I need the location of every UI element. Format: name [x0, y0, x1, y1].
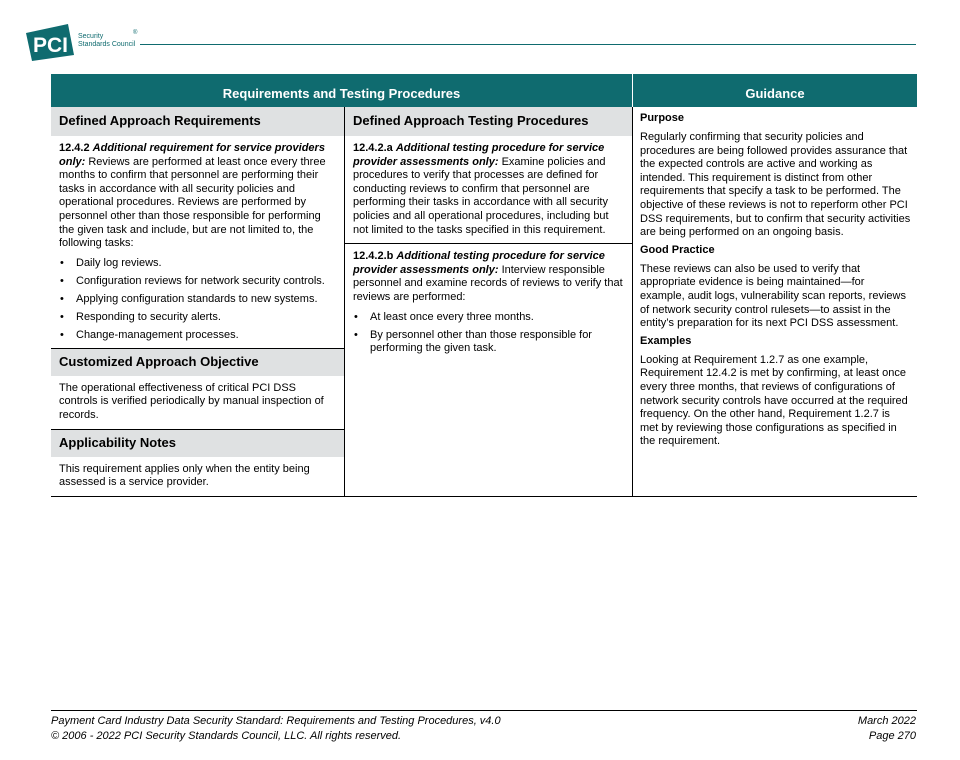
- requirements-table: [51, 74, 917, 497]
- procedure-list: [353, 311, 624, 355]
- logo-sub2: Standards Council: [78, 41, 136, 48]
- footer-page-number: Page 270: [868, 730, 916, 742]
- requirement-12-4-2: [51, 136, 344, 348]
- requirement-number: 12.4.2: [59, 142, 90, 154]
- header-requirements: Requirements and Testing Procedures: [51, 74, 633, 107]
- procedure-text: Examine policies and procedures to verify that processes are defined for conducting reviews to confirm that personnel are performing their tasks in accordance with all security policies and all operational procedures, including but not limited to the tasks specified in this requirement.: [353, 155, 609, 236]
- applicability-notes-heading: Applicability Notes: [51, 430, 344, 457]
- logo-sub1: Security: [78, 33, 104, 40]
- list-item: • Configuration reviews for network security controls.: [59, 275, 336, 288]
- procedure-text: Interview responsible personnel and examine records of reviews to verify that reviews are performed:: [353, 263, 623, 303]
- procedure-lead: Additional testing procedure for service provider assessments only:: [353, 250, 605, 276]
- list-item: • Daily log reviews.: [59, 257, 336, 270]
- column-requirements: [51, 107, 345, 496]
- list-item: • Change-management processes.: [59, 329, 336, 342]
- applicability-notes-text: This requirement applies only when the entity being assessed is a service provider.: [59, 462, 310, 489]
- table-body: [51, 107, 917, 496]
- list-item: • At least once every three months.: [353, 311, 624, 324]
- footer-copyright: © 2006 - 2022 PCI Security Standards Council, LLC. All rights reserved.: [51, 730, 402, 742]
- table-header: [51, 74, 917, 107]
- footer-date: March 2022: [857, 715, 916, 727]
- purpose-text: Regularly confirming that security policies and procedures are being followed provides assurance that the expected controls are active and working as intended. This requirement is distinct from other requirements that specify a task to be performed. The objective of these reviews is not to reperform other PCI DSS requirements, but to confirm that security activities are being performed on an ongoing basis.: [640, 131, 911, 239]
- column-testing-procedures: [345, 107, 633, 496]
- defined-approach-testing-heading: Defined Approach Testing Procedures: [345, 107, 632, 136]
- customized-approach-heading: Customized Approach Objective: [51, 349, 344, 376]
- testing-procedure-12-4-2-b: [345, 244, 632, 365]
- procedure-number: 12.4.2.b: [353, 250, 394, 263]
- examples-text: Looking at Requirement 1.2.7 as one example, Requirement 12.4.2 is met by confirming, at least once every three months, that reviews of configurations of network security controls have occurred at the required frequency. On the other hand, Requirement 1.2.7 is met by reviewing those configurations as specified in the requirement.: [640, 353, 908, 448]
- examples-heading: Examples: [640, 334, 692, 347]
- requirement-text: Reviews are performed at least once every three months to confirm that personnel are performing their tasks in accordance with all security policies and operational procedures. Reviews are performed by personnel other than those responsible for performing the given task and include, but are not limited to, the following tasks:: [59, 155, 326, 250]
- column-guidance: [633, 107, 917, 496]
- defined-approach-requirements-heading: Defined Approach Requirements: [51, 107, 344, 136]
- pci-logo: [24, 21, 174, 61]
- footer-rule: [51, 710, 917, 711]
- requirement-task-list: [59, 257, 336, 342]
- customized-approach-text: The operational effectiveness of critical PCI DSS controls is verified periodically by manual inspection of records.: [59, 381, 324, 421]
- header-guidance: Guidance: [745, 86, 805, 101]
- logo-mark: ®: [133, 30, 138, 36]
- logo-text: PCI: [33, 34, 69, 57]
- purpose-heading: Purpose: [640, 112, 685, 124]
- header-rule: [140, 44, 916, 45]
- testing-procedure-12-4-2-a: [345, 136, 632, 243]
- procedure-lead: Additional testing procedure for service provider assessments only:: [353, 142, 605, 168]
- list-item: • Responding to security alerts.: [59, 311, 336, 324]
- good-practice-heading: Good Practice: [640, 243, 715, 256]
- good-practice-text: These reviews can also be used to verify that appropriate evidence is being maintained—for example, audit logs, vulnerability scan reports, reviews of network security control rulesets—to assist in the entity’s preparation for its next PCI DSS assessment.: [640, 262, 906, 330]
- footer-left: [51, 714, 501, 744]
- list-item: • By personnel other than those responsible for performing the given task.: [353, 329, 624, 355]
- footer-right: [858, 714, 916, 744]
- requirement-lead: Additional requirement for service providers only:: [59, 142, 325, 168]
- footer-title: Payment Card Industry Data Security Standard: Requirements and Testing Procedures, v4.0: [51, 715, 501, 727]
- procedure-number: 12.4.2.a: [353, 142, 393, 154]
- list-item: • Applying configuration standards to new systems.: [59, 293, 336, 306]
